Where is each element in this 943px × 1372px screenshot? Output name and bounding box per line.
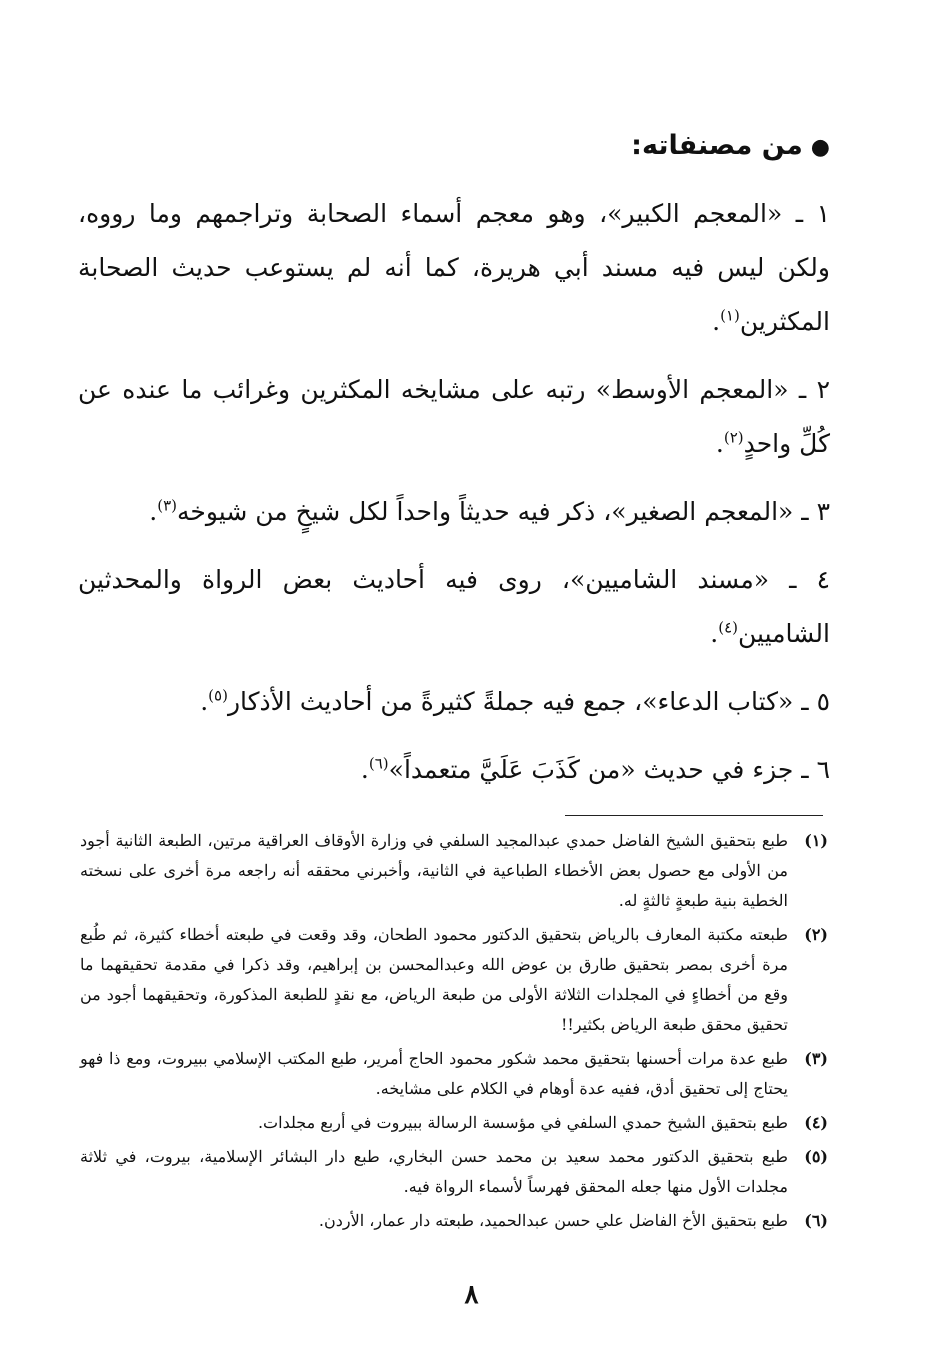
footnote-number: (٣) [804, 1049, 828, 1068]
section-heading-text: من مصنفاته: [631, 130, 803, 161]
footnote-text: طبعته مكتبة المعارف بالرياض بتحقيق الدكتور محمود الطحان، وقد وقعت في طبعته أخطاء كثيرة، ثم طُبع مرة أخرى بمصر بتحقيق طارق بن عوض الله وعبدالمحسن بن إبراهيم، وقد ذكرا في مقدمة تحقيقهما ما وقع من أخطاءٍ في المجلدات الثلاثة الأولى من طبعة الرياض، مع نقدٍ للطبعة المذكورة، وتحقيقهما أجود من تحقيق محقق طبعة الرياض بكثير!! [80, 925, 788, 1034]
footnote-number: (٥) [804, 1147, 828, 1166]
footnote-number: (٢) [804, 925, 828, 944]
footnote-ref: (٦) [368, 754, 389, 773]
footnotes [80, 826, 828, 1240]
footnote-ref: (١) [720, 306, 740, 325]
section-heading [78, 130, 830, 161]
bullet-icon: ● [810, 135, 830, 160]
footnote [80, 1108, 828, 1138]
list-item: ٥ ـ «كتاب الدعاء»، جمع فيه جملةً كثيرةً من أحاديث الأذكار$^{(٥)}$. [200, 686, 830, 716]
footnote-text: طبع بتحقيق الدكتور محمد سعيد بن محمد حسن البخاري، طبع دار البشائر الإسلامية، بيروت، في ثلاثة مجلدات الأول منها جعله المحقق فهرساً لأسماء الرواة فيه. [80, 1147, 789, 1196]
footnote-ref: (٥) [208, 686, 228, 705]
footnote-number: (٦) [804, 1211, 828, 1230]
footnote [80, 920, 828, 1040]
footnote-ref: (٢) [723, 428, 744, 447]
footnote-text: طبع بتحقيق الأخ الفاضل علي حسن عبدالحميد، طبعته دار عمار، الأردن. [318, 1211, 788, 1230]
footnote-ref: (٤) [718, 618, 738, 637]
footnote-number: (١) [804, 831, 828, 850]
footnote-text: طبع بتحقيق الشيخ حمدي السلفي في مؤسسة الرسالة ببيروت في أربع مجلدات. [257, 1113, 788, 1132]
list-item: ١ ـ «المعجم الكبير»، وهو معجم أسماء الصحابة وتراجمهم وما رووه، ولكن ليس فيه مسند أبي هريرة، كما أنه لم يستوعب حديث الصحابة المكثرين$^{(١)}$. [78, 199, 830, 336]
list-item: ٤ ـ «مسند الشاميين»، روى فيه أحاديث بعض الرواة والمحدثين الشاميين$^{(٤)}$. [78, 565, 830, 648]
footnote [80, 1044, 828, 1104]
list-item: ٦ ـ جزء في حديث «من كَذَبَ عَلَيَّ متعمداً»$^{(٦)}$. [360, 754, 830, 784]
list-item: ٣ ـ «المعجم الصغير»، ذكر فيه حديثاً واحداً لكل شيخٍ من شيوخه$^{(٣)}$. [149, 496, 830, 526]
list-item: ٢ ـ «المعجم الأوسط» رتبه على مشايخه المكثرين وغرائب ما عنده عن كُلِّ واحدٍ$^{(٢)}$. [78, 375, 830, 458]
main-text [78, 120, 830, 811]
footnote-ref: (٣) [157, 496, 178, 515]
footnote [80, 826, 828, 916]
footnote-text: طبع بتحقيق الشيخ الفاضل حمدي عبدالمجيد السلفي في وزارة الأوقاف العراقية مرتين، الطبعة الثانية أجود من الأولى مع حصول بعض الأخطاء الطباعية في الثانية، وأخبرني محققه أنه راجعه مرة أخرى على نسخته الخطية بنية طبعةٍ ثالثةٍ له. [80, 831, 788, 910]
footnote-number: (٤) [804, 1113, 828, 1132]
page-number: ٨ [464, 1280, 479, 1310]
footnote [80, 1206, 828, 1236]
footnote-separator [565, 815, 823, 816]
footnote-text: طبع عدة مرات أحسنها بتحقيق محمد شكور محمود الحاج أمرير، طبع المكتب الإسلامي ببيروت، ومع ذا فهو يحتاج إلى تحقيق أدق، ففيه عدة أوهام في الكلام على مشايخه. [80, 1049, 788, 1098]
footnote [80, 1142, 828, 1202]
